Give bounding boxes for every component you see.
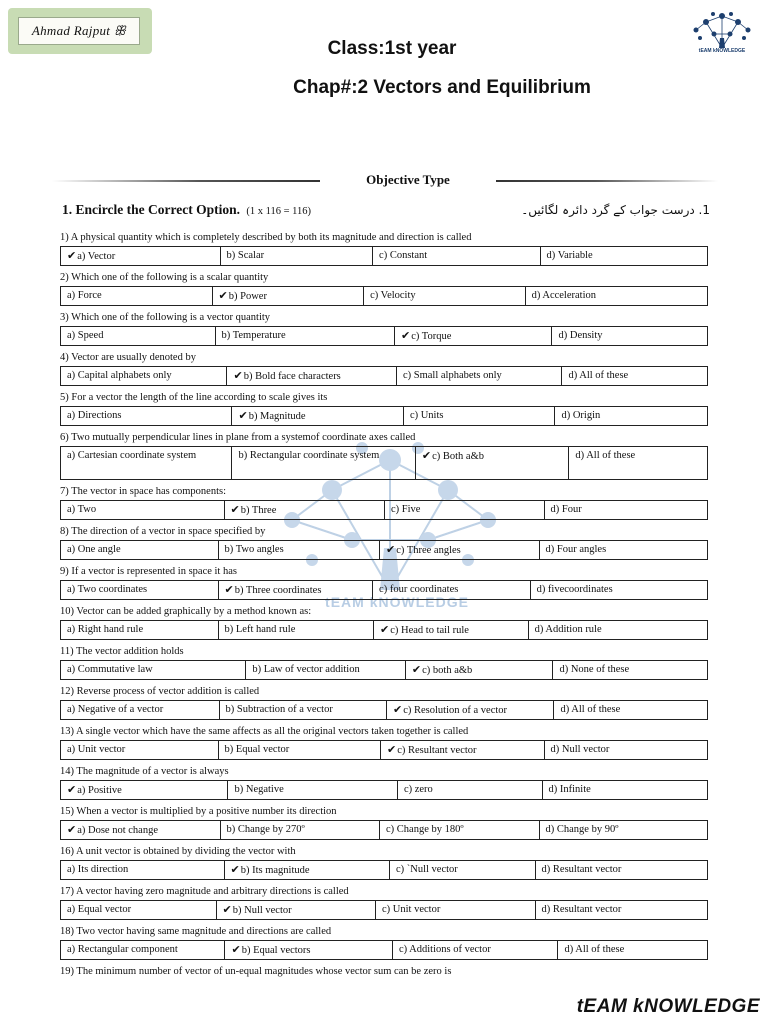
option-c[interactable] xyxy=(373,581,531,599)
option-label: c) Both a&b xyxy=(432,451,485,462)
correct-tick-icon: ✔ xyxy=(380,623,390,636)
option-d[interactable] xyxy=(555,407,707,425)
options-row xyxy=(60,366,708,386)
option-label: b) Magnitude xyxy=(248,411,306,422)
correct-tick-icon: ✔ xyxy=(393,703,403,716)
option-d[interactable] xyxy=(541,247,707,265)
option-c[interactable] xyxy=(406,661,554,679)
option-a[interactable] xyxy=(61,941,225,959)
option-d[interactable] xyxy=(526,287,707,305)
correct-tick-icon: ✔ xyxy=(231,943,241,956)
option-b[interactable] xyxy=(228,781,397,799)
option-label: d) fivecoordinates xyxy=(536,584,613,595)
option-b[interactable] xyxy=(217,901,377,919)
question-text: 4) Vector are usually denoted by xyxy=(60,352,196,363)
class-title: Class:1st year xyxy=(327,38,457,59)
option-c[interactable] xyxy=(380,821,540,839)
options-row xyxy=(60,620,708,640)
option-label: b) Equal vector xyxy=(224,744,290,755)
question-text: 18) Two vector having same magnitude and directions are called xyxy=(60,926,332,937)
option-label: b) Three xyxy=(240,505,277,516)
correct-tick-icon: ✔ xyxy=(222,903,232,916)
option-a[interactable] xyxy=(61,821,221,839)
option-b[interactable] xyxy=(225,861,390,879)
option-b[interactable] xyxy=(213,287,365,305)
option-d[interactable] xyxy=(531,581,707,599)
option-label: d) Resultant vector xyxy=(541,904,622,915)
option-c[interactable] xyxy=(385,501,545,519)
option-label: d) Resultant vector xyxy=(541,864,622,875)
option-d[interactable] xyxy=(569,447,707,479)
section-instruction: 1. Encircle the Correct Option. xyxy=(62,202,240,217)
option-label: a) Force xyxy=(67,290,102,301)
option-label: a) Dose not change xyxy=(77,825,158,836)
question-text: 3) Which one of the following is a vector quantity xyxy=(60,312,271,323)
option-label: c) Constant xyxy=(379,250,428,261)
option-c[interactable] xyxy=(416,447,570,479)
option-a[interactable] xyxy=(61,407,232,425)
option-label: c) Additions of vector xyxy=(398,944,491,955)
correct-tick-icon: ✔ xyxy=(386,543,396,556)
option-label: c) Units xyxy=(409,410,444,421)
options-row xyxy=(60,580,708,600)
options-row xyxy=(60,900,708,920)
option-c[interactable] xyxy=(387,701,554,719)
option-c[interactable] xyxy=(404,407,556,425)
options-row xyxy=(60,246,708,266)
correct-tick-icon: ✔ xyxy=(233,369,243,382)
question-text: 16) A unit vector is obtained by dividing the vector with xyxy=(60,846,296,857)
author-name: Ahmad Rajput ꕥ xyxy=(18,17,140,45)
option-d[interactable] xyxy=(558,941,707,959)
option-label: a) Two xyxy=(67,504,97,515)
footer-brand: tEAM kNOWLEDGE xyxy=(576,996,760,1017)
option-label: b) Two angles xyxy=(224,544,284,555)
option-label: b) Change by 270º xyxy=(226,824,305,835)
question-text: 13) A single vector which have the same affects as all the original vectors taken together is called xyxy=(60,726,469,737)
option-d[interactable] xyxy=(540,821,707,839)
option-label: c) both a&b xyxy=(422,665,473,676)
option-b[interactable] xyxy=(220,701,387,719)
watermark-text: tEAM kNOWLEDGE xyxy=(325,594,469,610)
option-a[interactable] xyxy=(61,367,227,385)
option-label: b) Three coordinates xyxy=(234,585,322,596)
question-text: 1) A physical quantity which is completely described by both its magnitude and direction is called xyxy=(60,232,472,243)
question-text: 8) The direction of a vector in space specified by xyxy=(60,526,266,537)
option-a[interactable] xyxy=(61,701,220,719)
option-a[interactable] xyxy=(61,861,225,879)
option-c[interactable] xyxy=(395,327,553,345)
question-text: 12) Reverse process of vector addition is called xyxy=(60,686,260,697)
option-label: a) Cartesian coordinate system xyxy=(67,450,197,461)
option-label: b) Null vector xyxy=(232,905,292,916)
option-label: d) Change by 90º xyxy=(545,824,619,835)
option-b[interactable] xyxy=(216,327,395,345)
option-label: b) Its magnitude xyxy=(240,865,310,876)
correct-tick-icon: ✔ xyxy=(67,823,77,836)
option-label: c) `Null vector xyxy=(395,864,458,875)
option-d[interactable] xyxy=(536,901,707,919)
option-b[interactable] xyxy=(219,741,382,759)
question-text: 6) Two mutually perpendicular lines in plane from a systemof coordinate axes called xyxy=(60,432,416,443)
correct-tick-icon: ✔ xyxy=(230,863,240,876)
option-b[interactable] xyxy=(232,447,415,479)
option-label: a) Its direction xyxy=(67,864,129,875)
option-label: c) four coordinates xyxy=(379,584,459,595)
option-label: d) All of these xyxy=(575,450,636,461)
option-d[interactable] xyxy=(529,621,707,639)
options-row xyxy=(60,820,708,840)
option-a[interactable] xyxy=(61,501,225,519)
option-label: b) Left hand rule xyxy=(224,624,296,635)
question-text: 5) For a vector the length of the line according to scale gives its xyxy=(60,392,328,403)
option-label: d) Addition rule xyxy=(534,624,602,635)
option-label: d) Four xyxy=(550,504,582,515)
option-label: c) Change by 180º xyxy=(386,824,464,835)
option-a[interactable] xyxy=(61,247,221,265)
option-label: a) One angle xyxy=(67,544,121,555)
question-text: 10) Vector can be added graphically by a method known as: xyxy=(60,606,312,617)
option-label: d) All of these xyxy=(560,704,621,715)
correct-tick-icon: ✔ xyxy=(421,449,432,462)
option-label: c) Small alphabets only xyxy=(402,370,502,381)
option-label: d) Density xyxy=(558,330,603,341)
option-label: c) Unit vector xyxy=(382,904,441,915)
option-d[interactable] xyxy=(545,501,708,519)
option-label: a) Speed xyxy=(67,330,104,341)
option-label: b) Subtraction of a vector xyxy=(225,704,333,715)
option-d[interactable] xyxy=(543,781,707,799)
option-label: a) Right hand rule xyxy=(67,624,144,635)
option-d[interactable] xyxy=(554,701,707,719)
option-label: a) Vector xyxy=(77,251,116,262)
option-label: d) Origin xyxy=(561,410,601,421)
correct-tick-icon: ✔ xyxy=(67,783,77,796)
chapter-title: Chap#:2 Vectors and Equilibrium xyxy=(293,77,591,98)
options-row xyxy=(60,540,708,560)
option-a[interactable] xyxy=(61,447,232,479)
option-d[interactable] xyxy=(553,661,707,679)
option-a[interactable] xyxy=(61,621,219,639)
option-a[interactable] xyxy=(61,327,216,345)
option-label: b) Law of vector addition xyxy=(252,664,360,675)
option-a[interactable] xyxy=(61,541,219,559)
options-row xyxy=(60,286,708,306)
option-c[interactable] xyxy=(373,247,540,265)
option-d[interactable] xyxy=(545,741,708,759)
option-c[interactable] xyxy=(381,741,545,759)
correct-tick-icon: ✔ xyxy=(238,409,248,422)
option-c[interactable] xyxy=(398,781,543,799)
option-label: d) Null vector xyxy=(550,744,610,755)
option-label: a) Two coordinates xyxy=(67,584,148,595)
option-label: c) Resultant vector xyxy=(397,745,477,756)
option-label: c) Three angles xyxy=(396,545,461,556)
option-label: a) Unit vector xyxy=(67,744,126,755)
correct-tick-icon: ✔ xyxy=(230,503,240,516)
option-b[interactable] xyxy=(221,247,374,265)
right-divider xyxy=(496,180,718,182)
question-text: 9) If a vector is represented in space it has xyxy=(60,566,237,577)
option-b[interactable] xyxy=(221,821,381,839)
option-d[interactable] xyxy=(536,861,707,879)
option-label: b) Bold face characters xyxy=(243,371,341,382)
options-row xyxy=(60,860,708,880)
correct-tick-icon: ✔ xyxy=(387,743,397,756)
question-text: 7) The vector in space has components: xyxy=(60,486,227,497)
option-b[interactable] xyxy=(225,941,392,959)
option-c[interactable] xyxy=(374,621,529,639)
urdu-instruction: 1. درست جواب کے گرد دائرہ لگائیں۔ xyxy=(521,203,710,217)
option-a[interactable] xyxy=(61,741,219,759)
option-d[interactable] xyxy=(540,541,707,559)
correct-tick-icon: ✔ xyxy=(218,289,228,302)
option-label: a) Negative of a vector xyxy=(67,704,164,715)
option-label: a) Capital alphabets only xyxy=(67,370,172,381)
option-c[interactable] xyxy=(364,287,526,305)
option-label: c) Five xyxy=(391,504,421,515)
option-label: c) zero xyxy=(403,784,433,795)
option-label: a) Directions xyxy=(67,410,122,421)
option-label: b) Temperature xyxy=(221,330,286,341)
objective-type-heading: Objective Type xyxy=(366,172,450,187)
option-a[interactable] xyxy=(61,901,217,919)
options-row xyxy=(60,500,708,520)
option-label: c) Resolution of a vector xyxy=(403,705,508,716)
question-list xyxy=(60,230,708,980)
option-b[interactable] xyxy=(225,501,386,519)
option-label: d) Acceleration xyxy=(531,290,596,301)
option-label: b) Rectangular coordinate system xyxy=(238,450,380,461)
correct-tick-icon: ✔ xyxy=(67,249,77,262)
option-a[interactable] xyxy=(61,287,213,305)
option-b[interactable] xyxy=(227,367,396,385)
option-c[interactable] xyxy=(397,367,562,385)
options-row xyxy=(60,660,708,680)
option-label: a) Commutative law xyxy=(67,664,153,675)
correct-tick-icon: ✔ xyxy=(411,663,422,676)
option-c[interactable] xyxy=(376,901,536,919)
option-c[interactable] xyxy=(380,541,540,559)
option-b[interactable] xyxy=(232,407,403,425)
options-row xyxy=(60,740,708,760)
option-label: b) Scalar xyxy=(226,250,265,261)
option-label: b) Equal vectors xyxy=(241,945,311,956)
question-text: 17) A vector having zero magnitude and arbitrary directions is called xyxy=(60,886,349,897)
option-label: c) Torque xyxy=(411,331,452,342)
option-b[interactable] xyxy=(219,541,381,559)
option-label: d) Infinite xyxy=(548,784,591,795)
options-row xyxy=(60,780,708,800)
option-b[interactable] xyxy=(219,581,374,599)
question-text: 2) Which one of the following is a scalar quantity xyxy=(60,272,269,283)
correct-tick-icon: ✔ xyxy=(224,583,234,596)
option-c[interactable] xyxy=(393,941,558,959)
section-marks: (1 x 116 = 116) xyxy=(246,206,311,217)
options-row xyxy=(60,406,708,426)
option-label: a) Positive xyxy=(77,785,122,796)
option-b[interactable] xyxy=(219,621,375,639)
option-a[interactable] xyxy=(61,661,246,679)
option-label: d) All of these xyxy=(564,944,625,955)
option-label: b) Power xyxy=(228,291,267,302)
question-text: 11) The vector addition holds xyxy=(60,646,184,657)
option-c[interactable] xyxy=(390,861,536,879)
option-a[interactable] xyxy=(61,581,219,599)
option-label: d) None of these xyxy=(559,664,630,675)
left-divider xyxy=(52,180,320,182)
section-heading xyxy=(62,202,311,218)
correct-tick-icon: ✔ xyxy=(400,329,411,342)
option-label: a) Equal vector xyxy=(67,904,132,915)
option-label: c) Head to tail rule xyxy=(390,625,469,636)
option-label: c) Velocity xyxy=(370,290,416,301)
options-row xyxy=(60,326,708,346)
option-label: d) All of these xyxy=(568,370,629,381)
options-row xyxy=(60,700,708,720)
option-label: d) Variable xyxy=(546,250,593,261)
option-label: a) Rectangular component xyxy=(67,944,178,955)
option-d[interactable] xyxy=(552,327,707,345)
option-label: b) Negative xyxy=(234,784,284,795)
option-d[interactable] xyxy=(562,367,707,385)
option-b[interactable] xyxy=(246,661,406,679)
option-a[interactable] xyxy=(61,781,228,799)
question-text: 19) The minimum number of vector of un-equal magnitudes whose vector sum can be zero is xyxy=(60,966,452,977)
options-row xyxy=(60,446,708,480)
question-text: 15) When a vector is multiplied by a positive number its direction xyxy=(60,806,337,817)
question-text: 14) The magnitude of a vector is always xyxy=(60,766,229,777)
options-row xyxy=(60,940,708,960)
logo-caption: tEAM kNOWLEDGE xyxy=(698,48,746,54)
option-label: d) Four angles xyxy=(545,544,607,555)
